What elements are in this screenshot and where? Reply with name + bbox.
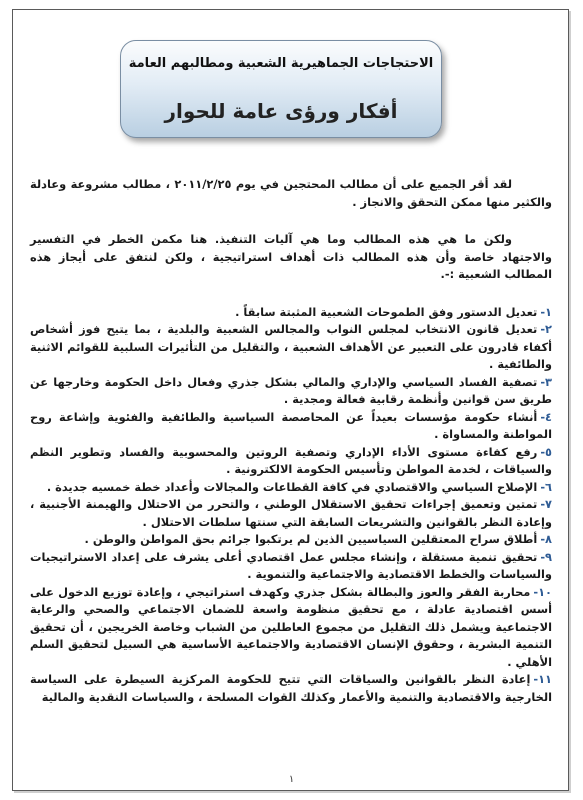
item-text: تحقيق تنمية مستقلة ، وإنشاء مجلس عمل اقتصادي أعلى يشرف على إعداد الاستراتيجيات والسياسات والخطط الاقتصادية والاجتماعية والتنموية .: [30, 549, 552, 581]
document-body: [30, 176, 552, 706]
list-item: [30, 496, 552, 531]
item-number: ٥-: [540, 444, 552, 459]
list-item: [30, 671, 552, 706]
item-number: ٤-: [540, 409, 552, 424]
item-number: ١٠-: [533, 584, 552, 599]
item-text: تمتين وتعميق إجراءات تحقيق الاستقلال الوطني ، والتحرر من الاحتلال والهيمنة الأجنبية ، وإعادة النظر بالقوانين والتشريعات السابقة التي سنتها سلطات الاحتلال .: [30, 497, 552, 529]
list-item: [30, 479, 552, 497]
item-number: ٩-: [540, 549, 552, 564]
list-item: [30, 409, 552, 444]
item-text: أنشاء حكومة مؤسسات بعيداً عن المحاصصة السياسية والطائفية والفئوية وإشاعة روح المواطنة والمساواة .: [30, 409, 552, 441]
page-number: ١: [288, 774, 295, 785]
item-text: أطلاق سراح المعتقلين السياسيين الذين لم يرتكبوا جرائم بحق المواطن والوطن .: [84, 532, 538, 546]
list-item: [30, 549, 552, 584]
document-subtitle: الاحتجاجات الجماهيرية الشعبية ومطالبهم العامة: [128, 56, 434, 71]
document-title: أفكار ورؤى عامة للحوار: [164, 99, 398, 123]
item-number: ٢-: [540, 322, 552, 336]
item-number: ٣-: [540, 374, 552, 389]
item-text: تعديل الدستور وفق الطموحات الشعبية المثبتة سابقاً .: [235, 304, 538, 319]
item-text: محاربة الفقر والعوز والبطالة بشكل جذري وكهدف استراتيجي ، وإعادة توزيع الدخول على أسس اقتصادية عادلة ، مع تحقيق منظومة واسعة للضمان الاجتماعي والصحي والرعاية الاجتماعية ويشمل ذلك التقليل من مجموع العاطلين من الشباب وخاصة الخريجين ، أن تحقيق التنمية البشرية ، وحقوق الإنسان الاقتصادية والاجتماعية الأساسية هي السبيل لتحقيق السلم الأهلي .: [30, 584, 552, 669]
item-text: إعادة النظر بالقوانين والسياقات التي تتيح للحكومة المركزية السيطرة على السياسة الخارجية والاقتصادية والتنمية والأعمار وكذلك القوات المسلحة ، والسياسات النقدية والمالية: [30, 672, 552, 704]
item-number: ١-: [540, 304, 552, 319]
list-item: [30, 321, 552, 374]
item-text: رفع كفاءة مستوى الأداء الإداري وتصفية الروتين والمحسوبية والفساد وتطوير النظم والسياقات ، لخدمة المواطن وتأسيس الحكومة الالكترونية .: [30, 444, 552, 476]
intro-paragraph-1: لقد أقر الجميع على أن مطالب المحتجين في يوم ٢٠١١/٢/٢٥ ، مطالب مشروعة وعادلة والكثير منها ممكن التحقق والانجاز .: [30, 177, 552, 209]
list-item: [30, 444, 552, 479]
item-text: تعديل قانون الانتخاب لمجلس النواب والمجالس الشعبية والبلدية ، بما يتيح فوز أشخاص أكفاء قادرون على التعبير عن الأهداف الشعبية ، والتقليل من التأثيرات السلبية للقوائم الاثنية والطائفية .: [30, 322, 552, 371]
list-item: [30, 304, 552, 322]
item-text: تصفية الفساد السياسي والإداري والمالي بشكل جذري وفعال داخل الحكومة وخارجها عن طريق سن قوانين وأنظمة رقابية فعالة ومجدية .: [30, 374, 552, 406]
list-item: [30, 374, 552, 409]
title-banner: [120, 40, 442, 138]
intro-paragraph-2: ولكن ما هي هذه المطالب وما هي آليات التنفيذ. هنا مكمن الخطر في التفسير والاجتهاد خاصة وأن هذه المطالب ذات أهداف استراتيجية ، ولكن لنتفق على أيجاز هذه المطالب الشعبية :-.: [30, 232, 552, 281]
item-text: الإصلاح السياسي والاقتصادي في كافة القطاعات والمجالات وأعداد خطة خمسيه جديدة .: [46, 479, 538, 494]
paragraph-spacer: [30, 284, 552, 304]
list-item: [30, 531, 552, 549]
paragraph-spacer: [30, 211, 552, 231]
item-number: ٧-: [540, 497, 552, 511]
item-number: ٦-: [540, 479, 552, 494]
list-item: [30, 584, 552, 672]
item-number: ١١-: [533, 672, 552, 686]
item-number: ٨-: [540, 532, 552, 546]
